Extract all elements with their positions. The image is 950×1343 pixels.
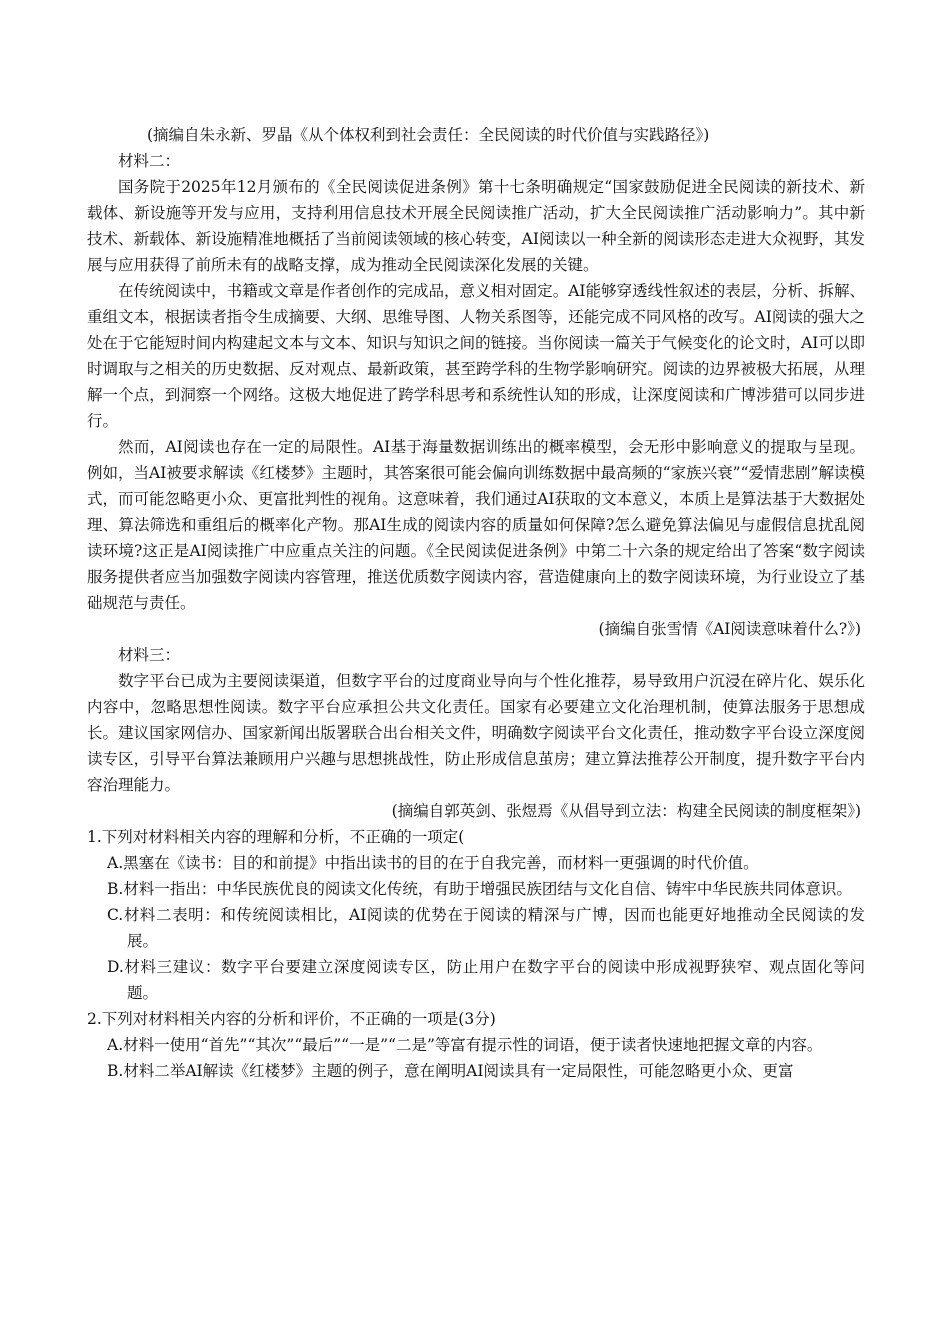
question-2-option-a: A.材料一使用“首先”“其次”“最后”“一是”“二是”等富有提示性的词语，便于读者快速地把握文章的内容。 xyxy=(107,1036,823,1054)
material-2-paragraph-1: 国务院于2025年12月颁布的《全民阅读促进条例》第十七条明确规定“国家鼓励促进全民阅读的新技术、新载体、新设施等开发与应用，支持利用信息技术开展全民阅读推广活动，扩大全民阅读推广活动影响力”。其中新技术、新载体、新设施精准地概括了当前阅读领域的核心转变，AI阅读以一种全新的阅读形态走进大众视野，其发展与应用获得了前所未有的战略支撑，成为推动全民阅读深化发展的关键。 xyxy=(87,178,865,274)
question-2-option-b: B.材料二举AI解读《红楼梦》主题的例子，意在阐明AI阅读具有一定局限性，可能忽略更小众、更富 xyxy=(107,1062,794,1080)
document-body xyxy=(87,122,865,1084)
question-1-option-d: D.材料三建议：数字平台要建立深度阅读专区，防止用户在数字平台的阅读中形成视野狭窄、观点固化等问题。 xyxy=(107,958,865,1002)
material-3-heading: 材料三： xyxy=(118,646,181,664)
source-citation-3: (摘编自郭英剑、张煜焉《从倡导到立法：构建全民阅读的制度框架》) xyxy=(391,802,861,820)
material-2-heading: 材料二： xyxy=(118,152,181,170)
material-2-paragraph-3: 然而，AI阅读也存在一定的局限性。AI基于海量数据训练出的概率模型，会无形中影响意义的提取与呈现。例如，当AI被要求解读《红楼梦》主题时，其答案很可能会偏向训练数据中最高频的“家族兴衰”“爱情悲剧”解读模式，而可能忽略更小众、更富批判性的视角。这意味着，我们通过AI获取的文本意义，本质上是算法基于大数据处理、算法筛选和重组后的概率化产物。那AI生成的阅读内容的质量如何保障?怎么避免算法偏见与虚假信息扰乱阅读环境?这正是AI阅读推广中应重点关注的问题。《全民阅读促进条例》中第二十六条的规定给出了答案“数字阅读服务提供者应当加强数字阅读内容管理，推送优质数字阅读内容，营造健康向上的数字阅读环境，为行业设立了基础规范与责任。 xyxy=(87,438,865,612)
question-1-option-a: A.黑塞在《读书：目的和前提》中指出读书的目的在于自我完善，而材料一更强调的时代价值。 xyxy=(107,854,759,872)
material-3-paragraph-1: 数字平台已成为主要阅读渠道，但数字平台的过度商业导向与个性化推荐，易导致用户沉浸在碎片化、娱乐化内容中，忽略思想性阅读。数字平台应承担公共文化责任。国家有必要建立文化治理机制，使算法服务于思想成长。建议国家网信办、国家新闻出版署联合出台相关文件，明确数字阅读平台文化责任，推动数字平台设立深度阅读专区，引导平台算法兼顾用户兴趣与思想挑战性，防止形成信息茧房；建立算法推荐公开制度，提升数字平台内容治理能力。 xyxy=(87,672,865,794)
question-1-option-b: B.材料一指出：中华民族优良的阅读文化传统，有助于增强民族团结与文化自信、铸牢中华民族共同体意识。 xyxy=(107,880,852,898)
source-citation-2: (摘编自张雪情《AI阅读意味着什么?》) xyxy=(598,620,861,638)
material-2-paragraph-2: 在传统阅读中，书籍或文章是作者创作的完成品，意义相对固定。AI能够穿透线性叙述的表层，分析、拆解、重组文本，根据读者指令生成摘要、大纲、思维导图、人物关系图等，还能完成不同风格的改写。AI阅读的强大之处在于它能短时间内构建起文本与文本、知识与知识之间的链接。当你阅读一篇关于气候变化的论文时，AI可以即时调取与之相关的历史数据、反对观点、最新政策，甚至跨学科的生物学影响研究。阅读的边界被极大拓展，从理解一个点，到洞察一个网络。这极大地促进了跨学科思考和系统性认知的形成，让深度阅读和广博涉猎可以同步进行。 xyxy=(87,282,865,430)
question-1-stem: 1.下列对材料相关内容的理解和分析，不正确的一项定( xyxy=(87,828,465,846)
question-1-option-c: C.材料二表明：和传统阅读相比，AI阅读的优势在于阅读的精深与广博，因而也能更好地推动全民阅读的发展。 xyxy=(107,906,865,950)
source-citation-1: (摘编自朱永新、罗晶《从个体权利到社会责任：全民阅读的时代价值与实践路径》) xyxy=(147,126,710,144)
question-2-stem: 2.下列对材料相关内容的分析和评价，不正确的一项是(3分) xyxy=(87,1010,496,1028)
